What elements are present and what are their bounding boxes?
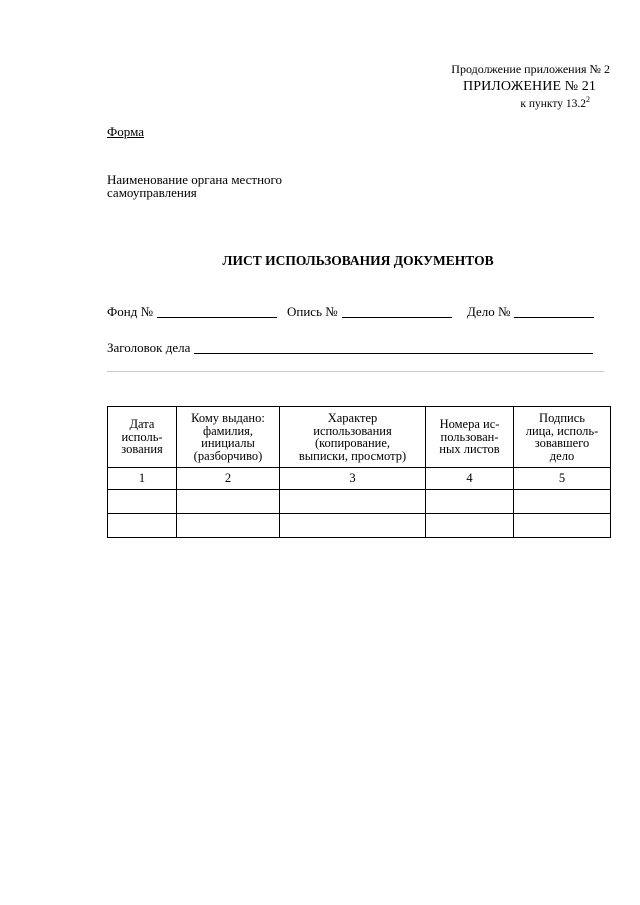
column-number: 5 <box>514 468 611 490</box>
heading-continuation-line <box>107 371 604 372</box>
column-number: 3 <box>280 468 426 490</box>
table-row <box>108 514 611 538</box>
header-sheet-numbers <box>426 407 514 468</box>
header-sheet-numbers-line: ных листов <box>439 442 500 457</box>
header-usage-type-line: выписки, просмотр) <box>298 448 407 463</box>
header-date-line: Дата <box>129 417 155 432</box>
header-sheet-numbers-line: пользован- <box>440 429 499 444</box>
table-cell[interactable] <box>280 514 426 538</box>
table-row <box>108 490 611 514</box>
header-usage-type <box>280 407 426 468</box>
fond-blank-line[interactable] <box>157 305 277 318</box>
opis-blank-line[interactable] <box>342 305 452 318</box>
fond-label: Фонд № <box>107 304 153 319</box>
delo-label: Дело № <box>467 304 511 319</box>
table-cell[interactable] <box>280 490 426 514</box>
header-issued-to-line: Кому выдано: <box>191 411 265 425</box>
form-label: Форма <box>107 124 144 139</box>
header-usage-type-line: (копирование, <box>314 436 391 450</box>
header-issued-to-line: инициалы <box>201 436 255 450</box>
continuation-note: Продолжение приложения № 2 <box>451 62 610 76</box>
paragraph-reference-superscript: 2 <box>586 95 590 104</box>
header-usage-type-line: Характер <box>327 411 378 425</box>
header-signature-line: зовавшего <box>534 436 590 450</box>
header-date <box>108 407 177 468</box>
heading-blank-line[interactable] <box>194 341 593 354</box>
header-signature-line: лица, исполь- <box>525 423 599 438</box>
table-cell[interactable] <box>514 514 611 538</box>
heading-label: Заголовок дела <box>107 340 191 355</box>
column-number: 4 <box>426 468 514 490</box>
table-cell[interactable] <box>426 514 514 538</box>
fond-field[interactable] <box>107 304 277 320</box>
header-signature <box>514 407 611 468</box>
table-cell[interactable] <box>108 514 177 538</box>
header-signature-line: Подпись <box>539 411 585 425</box>
column-number: 2 <box>177 468 280 490</box>
column-number: 1 <box>108 468 177 490</box>
header-issued-to-line: (разборчиво) <box>193 448 263 463</box>
table-cell[interactable] <box>177 514 280 538</box>
table-header-row <box>108 407 611 468</box>
opis-field[interactable] <box>287 304 452 320</box>
header-date-line: исполь- <box>121 429 163 444</box>
paragraph-reference-text: к пункту 13.2 <box>520 98 586 110</box>
table-cell[interactable] <box>426 490 514 514</box>
delo-blank-line[interactable] <box>514 305 594 318</box>
header-signature-line: дело <box>549 448 575 463</box>
heading-field[interactable] <box>107 340 607 356</box>
appendix-title: ПРИЛОЖЕНИЕ № 21 <box>463 79 596 94</box>
header-usage-type-line: использования <box>313 423 392 438</box>
opis-label: Опись № <box>287 304 338 319</box>
header-issued-to-line: фамилия, <box>202 423 254 438</box>
usage-table <box>107 406 611 538</box>
table-cell[interactable] <box>108 490 177 514</box>
document-title: ЛИСТ ИСПОЛЬЗОВАНИЯ ДОКУМЕНТОВ <box>222 253 494 268</box>
organization-name-line-1: Наименование органа местного <box>107 172 283 187</box>
header-issued-to <box>177 407 280 468</box>
delo-field[interactable] <box>467 304 594 320</box>
organization-name <box>107 173 347 199</box>
table-cell[interactable] <box>177 490 280 514</box>
table-cell[interactable] <box>514 490 611 514</box>
paragraph-reference <box>520 95 590 110</box>
organization-name-line-2: самоуправления <box>107 185 197 200</box>
header-date-line: зования <box>121 442 163 457</box>
column-number-row <box>108 468 611 490</box>
header-sheet-numbers-line: Номера ис- <box>439 417 500 432</box>
